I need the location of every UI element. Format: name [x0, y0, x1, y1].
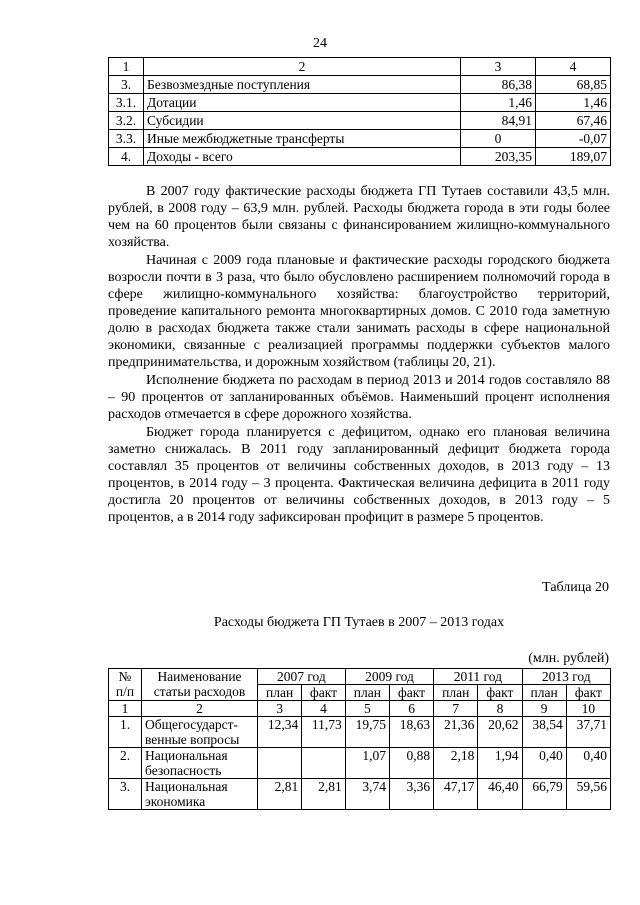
- header-sub: план: [258, 685, 302, 701]
- header-sub: факт: [302, 685, 346, 701]
- header-year: 2011 год: [434, 669, 522, 685]
- table-header-row: [109, 58, 611, 76]
- index-cell: 2: [142, 701, 258, 717]
- row-value: 38,54: [522, 717, 566, 748]
- header-year: 2013 год: [522, 669, 610, 685]
- row-value: 59,56: [566, 779, 610, 810]
- row-value: 3,36: [389, 779, 433, 810]
- row-value: 12,34: [258, 717, 302, 748]
- row-value: 0,88: [389, 748, 433, 779]
- table-row: [109, 748, 611, 779]
- index-cell: 7: [434, 701, 478, 717]
- header-sub: факт: [478, 685, 522, 701]
- table-row: [109, 94, 611, 112]
- row-value: 21,36: [434, 717, 478, 748]
- header-sub: факт: [566, 685, 610, 701]
- paragraph: Бюджет города планируется с дефицитом, однако его плановая величина заметно снижалась. В 2011 году запланированный дефицит бюджета города составлял 35 процентов от величины собственных доходов, в 2013 году – 13 процентов, в 2014 году – 3 процента. Фактическая величина дефицита в 2011 году достигла 20 процентов от величины собственных доходов, в 2013 году – 5 процентов, а в 2014 году зафиксирован профицит в размере 5 процентов.: [108, 425, 610, 525]
- row-value: 1,94: [478, 748, 522, 779]
- header-sub: план: [522, 685, 566, 701]
- row-value: 0: [461, 130, 536, 148]
- header-sub: факт: [389, 685, 433, 701]
- header-year: 2007 год: [258, 669, 346, 685]
- row-number: 4.: [109, 148, 144, 166]
- table-row: [109, 779, 611, 810]
- paragraph: Начиная с 2009 года плановые и фактические расходы городского бюджета возросли почти в 3 раза, что было обусловлено расширением полномочий города в сфере жилищно-коммунального хозяйства: благоустройство территорий, проведение капитального ремонта многоквартирных домов. С 2010 года заметную долю в расходах бюджета также стали занимать расходы в сфере национальной экономики, связанные с реализацией программы поддержки субъектов малого предпринимательства, и дорожным хозяйством (таблицы 20, 21).: [108, 253, 610, 370]
- index-cell: 3: [258, 701, 302, 717]
- table-title: Расходы бюджета ГП Тутаев в 2007 – 2013 годах: [213, 615, 505, 630]
- table-header-cell: 2: [144, 58, 461, 76]
- row-value: 47,17: [434, 779, 478, 810]
- index-cell: 4: [302, 701, 346, 717]
- row-value: 2,18: [434, 748, 478, 779]
- row-name: Национальная безопасность: [142, 748, 258, 779]
- row-number: 3.1.: [109, 94, 144, 112]
- row-number: 1.: [109, 717, 142, 748]
- row-value: 68,85: [536, 76, 611, 94]
- row-value: 0,40: [566, 748, 610, 779]
- index-cell: 8: [478, 701, 522, 717]
- row-value: [302, 748, 346, 779]
- row-value: 3,74: [345, 779, 389, 810]
- row-number: 3.3.: [109, 130, 144, 148]
- row-name: Дотации: [144, 94, 461, 112]
- paragraph: В 2007 году фактические расходы бюджета ГП Тутаев составили 43,5 млн. рублей, в 2008 году – 63,9 млн. рублей. Расходы бюджета города в эти годы более чем на 60 процентов были связаны с финансированием жилищно-коммунального хозяйства.: [108, 184, 610, 250]
- row-value: 2,81: [258, 779, 302, 810]
- table-header-cell: 4: [536, 58, 611, 76]
- row-value: 84,91: [461, 112, 536, 130]
- row-number: 3.: [109, 779, 142, 810]
- table-header-cell: 1: [109, 58, 144, 76]
- row-value: 86,38: [461, 76, 536, 94]
- index-cell: 1: [109, 701, 142, 717]
- row-name: Национальная экономика: [142, 779, 258, 810]
- table-row: [109, 112, 611, 130]
- table-index-row: [109, 701, 611, 717]
- row-number: 2.: [109, 748, 142, 779]
- row-number: 3.2.: [109, 112, 144, 130]
- index-cell: 10: [566, 701, 610, 717]
- row-value: 0,40: [522, 748, 566, 779]
- row-value: 46,40: [478, 779, 522, 810]
- row-value: 189,07: [536, 148, 611, 166]
- row-value: 203,35: [461, 148, 536, 166]
- table-row: [109, 148, 611, 166]
- paragraph: Исполнение бюджета по расходам в период 2013 и 2014 годов составляло 88 – 90 процентов от запланированных объёмов. Наименьший процент исполнения расходов отмечается в сфере дорожного хозяйства.: [108, 373, 610, 422]
- row-number: 3.: [109, 76, 144, 94]
- row-value: 1,46: [536, 94, 611, 112]
- row-value: 18,63: [389, 717, 433, 748]
- header-year: 2009 год: [345, 669, 433, 685]
- header-sub: план: [434, 685, 478, 701]
- table-row: [109, 76, 611, 94]
- revenue-table: [108, 57, 611, 166]
- row-value: [258, 748, 302, 779]
- expenses-table: [108, 668, 611, 810]
- row-name: Безвозмездные поступления: [144, 76, 461, 94]
- row-name: Субсидии: [144, 112, 461, 130]
- header-sub: план: [345, 685, 389, 701]
- page-number: 24: [313, 36, 327, 51]
- row-value: 66,79: [522, 779, 566, 810]
- body-text: [108, 183, 610, 527]
- row-value: -0,07: [536, 130, 611, 148]
- index-cell: 6: [389, 701, 433, 717]
- row-name: Общегосударст-венные вопросы: [142, 717, 258, 748]
- table-unit: (млн. рублей): [528, 651, 609, 666]
- table-header-cell: 3: [461, 58, 536, 76]
- row-value: 2,81: [302, 779, 346, 810]
- row-value: 1,46: [461, 94, 536, 112]
- row-value: 37,71: [566, 717, 610, 748]
- index-cell: 5: [345, 701, 389, 717]
- row-name: Иные межбюджетные трансферты: [144, 130, 461, 148]
- table-header-row: [109, 669, 611, 685]
- row-name: Доходы - всего: [144, 148, 461, 166]
- header-name: Наименование статьи расходов: [142, 669, 258, 701]
- header-number: № п/п: [109, 669, 142, 701]
- row-value: 20,62: [478, 717, 522, 748]
- table-label: Таблица 20: [542, 580, 609, 595]
- table-row: [109, 717, 611, 748]
- table-row: [109, 130, 611, 148]
- row-value: 19,75: [345, 717, 389, 748]
- row-value: 11,73: [302, 717, 346, 748]
- row-value: 67,46: [536, 112, 611, 130]
- row-value: 1,07: [345, 748, 389, 779]
- index-cell: 9: [522, 701, 566, 717]
